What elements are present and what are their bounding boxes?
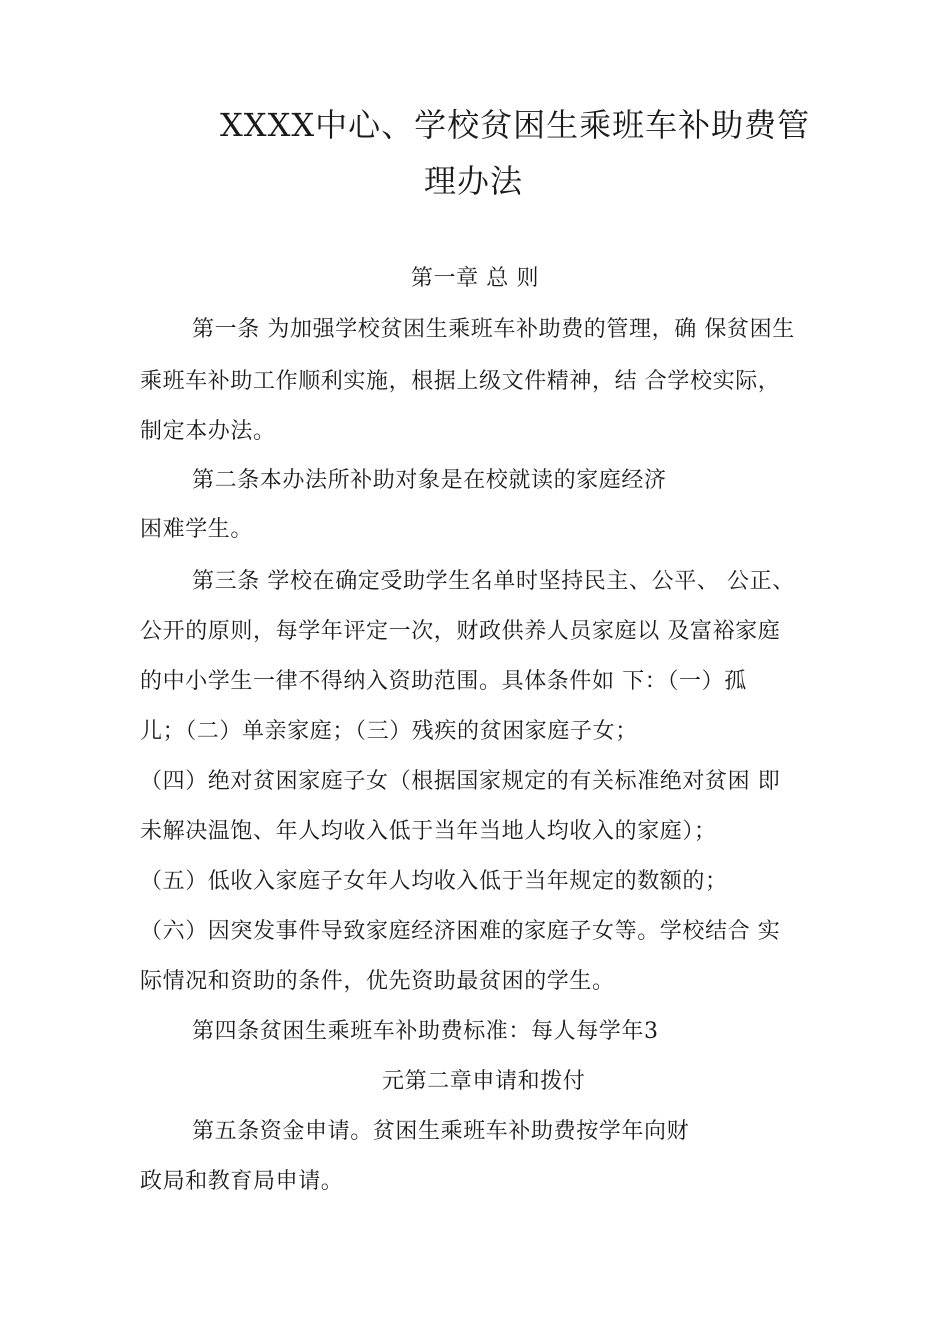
article-3-line-7: （五）低收入家庭子女年人均收入低于当年规定的数额的； [140, 869, 728, 894]
article-3-line-8: （六）因突发事件导致家庭经济困难的家庭子女等。学校结合 实 [140, 919, 781, 944]
chapter-heading-1: 第一章 总 则 [410, 266, 540, 291]
article-4-line-1: 第四条贫困生乘班车补助费标准：每人每学年3 [192, 1019, 659, 1044]
article-2-line-2: 困难学生。 [140, 517, 254, 542]
document-title-line-1: XXXX中心、学校贫困生乘班车补助费管 [220, 106, 811, 144]
article-3-line-6: 未解决温饱、年人均收入低于当年当地人均收入的家庭）； [140, 819, 717, 844]
article-5-line-2: 政局和教育局申请。 [140, 1169, 344, 1194]
article-3-line-5: （四）绝对贫困家庭子女（根据国家规定的有关标准绝对贫困 即 [140, 769, 781, 794]
article-1-line-1: 第一条 为加强学校贫困生乘班车补助费的管理，确 保贫困生 [192, 317, 795, 342]
article-1-line-3: 制定本办法。 [140, 419, 276, 444]
article-3-line-4: 儿；（二）单亲家庭；（三）残疾的贫困家庭子女； [140, 719, 638, 744]
chapter-heading-2: 元第二章申请和拨付 [382, 1069, 586, 1094]
article-1-line-2: 乘班车补助工作顺利实施，根据上级文件精神，结 合学校实际， [140, 369, 781, 394]
article-5-line-1: 第五条资金申请。贫困生乘班车补助费按学年向财 [192, 1119, 690, 1144]
article-3-line-9: 际情况和资助的条件，优先资助最贫困的学生。 [140, 969, 615, 994]
article-3-line-2: 公开的原则，每学年评定一次，财政供养人员家庭以 及富裕家庭 [140, 619, 781, 644]
article-2-line-1: 第二条本办法所补助对象是在校就读的家庭经济 [192, 468, 667, 493]
article-3-line-1: 第三条 学校在确定受助学生名单时坚持民主、公平、 公正、 [192, 569, 795, 594]
article-3-line-3: 的中小学生一律不得纳入资助范围。具体条件如 下：（一）孤 [140, 669, 747, 694]
document-title-line-2: 理办法 [424, 162, 524, 200]
